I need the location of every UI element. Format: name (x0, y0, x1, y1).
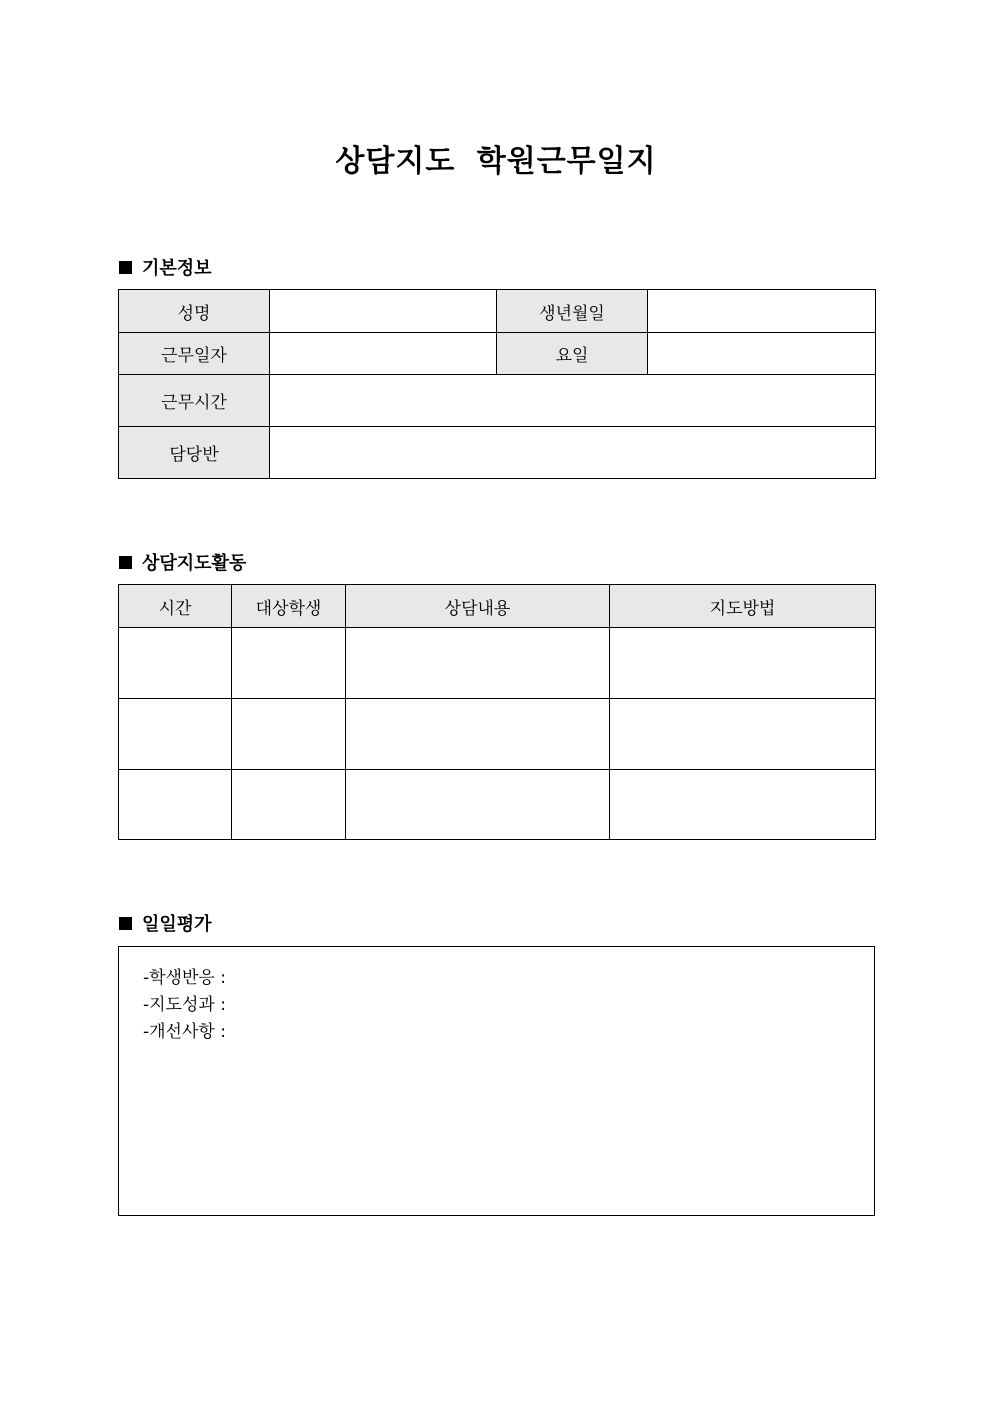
daily-eval-lines (143, 965, 226, 1046)
table-row (119, 699, 876, 770)
name-label: 성명 (119, 290, 270, 333)
section-heading-daily-eval (119, 910, 212, 936)
time-cell[interactable] (119, 770, 232, 840)
work-hours-field[interactable] (270, 375, 876, 427)
page-title: 상담지도 학원근무일지 (335, 144, 657, 179)
section-heading-counseling (119, 549, 246, 575)
method-cell[interactable] (610, 770, 876, 840)
student-cell[interactable] (232, 770, 346, 840)
birthdate-label: 생년월일 (497, 290, 648, 333)
section-heading-basic-info (119, 254, 212, 280)
table-header-row (119, 585, 876, 628)
section-heading-label: 일일평가 (142, 914, 212, 935)
section-heading-label: 기본정보 (142, 258, 212, 279)
square-bullet-icon (119, 556, 132, 569)
section-heading-label: 상담지도활동 (142, 553, 247, 574)
time-cell[interactable] (119, 699, 232, 770)
assigned-class-label: 담당반 (119, 427, 270, 479)
square-bullet-icon (119, 917, 132, 930)
square-bullet-icon (119, 261, 132, 274)
content-cell[interactable] (346, 770, 610, 840)
daily-eval-box[interactable] (118, 946, 875, 1216)
column-header-content: 상담내용 (346, 585, 610, 628)
name-field[interactable] (270, 290, 497, 333)
assigned-class-field[interactable] (270, 427, 876, 479)
column-header-method: 지도방법 (610, 585, 876, 628)
basic-info-table (118, 289, 876, 479)
weekday-label: 요일 (497, 333, 648, 375)
content-cell[interactable] (346, 628, 610, 699)
content-cell[interactable] (346, 699, 610, 770)
weekday-field[interactable] (648, 333, 876, 375)
table-row (119, 290, 876, 333)
eval-line-student-response: -학생반응 : (143, 968, 226, 988)
work-date-field[interactable] (270, 333, 497, 375)
column-header-time: 시간 (119, 585, 232, 628)
method-cell[interactable] (610, 699, 876, 770)
work-hours-label: 근무시간 (119, 375, 270, 427)
table-row (119, 628, 876, 699)
student-cell[interactable] (232, 699, 346, 770)
time-cell[interactable] (119, 628, 232, 699)
table-row (119, 375, 876, 427)
work-date-label: 근무일자 (119, 333, 270, 375)
eval-line-improvement: -개선사항 : (143, 1022, 226, 1042)
eval-line-guidance-result: -지도성과 : (143, 995, 226, 1015)
counseling-table (118, 584, 876, 840)
column-header-student: 대상학생 (232, 585, 346, 628)
table-row (119, 333, 876, 375)
method-cell[interactable] (610, 628, 876, 699)
table-row (119, 770, 876, 840)
student-cell[interactable] (232, 628, 346, 699)
table-row (119, 427, 876, 479)
birthdate-field[interactable] (648, 290, 876, 333)
